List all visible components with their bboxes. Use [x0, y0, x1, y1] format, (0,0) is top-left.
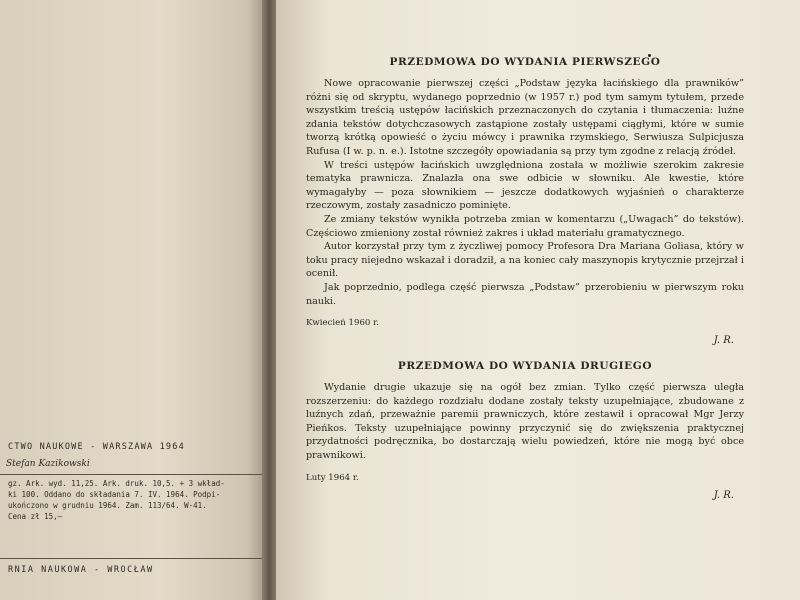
preface-first-heading: PRZEDMOWA DO WYDANIA PIERWSZEGO [389, 56, 661, 68]
print-details-line: ki 100. Oddano do składania 7. IV. 1964. Podpi- [8, 490, 221, 499]
page-text [306, 56, 744, 501]
print-details [8, 478, 225, 522]
paragraph: Ze zmiany tekstów wynikła potrzeba zmian w komentarzu („Uwagach” do tekstów). Częściowo zmieniony został również zakres i układ materiału gramatycznego. [306, 213, 744, 239]
paragraph: Nowe opracowanie pierwszej części „Podstaw języka łacińskiego dla prawników” różni się od skryptu, wydanego poprzednio (w 1957 r.) pod tym samym tytułem, przede wszystkim treścią ustępów łacińskich przeznaczonych do czytania i tłumaczenia: luźne zdania tekstów dotychczasowych zastąpione zostały ustępami ciągłymi, które w sumie tworzą krótką opowieść o życiu mówcy i prawnika rzymskiego, Serwiusza Sulpicjusza Rufusa (I w. p. n. e.). Istotne szczegóły opowiadania są przy tym zgodne z relacją źródeł. [306, 78, 744, 157]
paragraph: Autor korzystał przy tym z życzliwej pomocy Profesora Dra Mariana Goliasa, który w toku pracy niejedno wskazał i doradził, a na koniec cały maszynopis krytycznie przejrzał i ocenił. [306, 241, 744, 280]
preface-second-initials: J. R. [713, 489, 734, 501]
divider [0, 474, 262, 475]
printer-line: RNIA NAUKOWA - WROCŁAW [8, 565, 154, 575]
divider [0, 558, 262, 559]
preface-first [306, 56, 744, 346]
paragraph: W treści ustępów łacińskich uwzględniona została w możliwie szerokim zakresie tematyka prawnicza. Znalazła ona swe odbicie w słowniku. Ale kwestie, które wymagałyby — poza słownikiem — jeszcze dodatkowych wyjaśnień o charakterze rzeczowym, zostały zasadniczo pominięte. [306, 159, 744, 212]
preface-second-date: Luty 1964 r. [306, 472, 359, 483]
preface-second-heading: PRZEDMOWA DO WYDANIA DRUGIEGO [397, 360, 653, 373]
paragraph: Wydanie drugie ukazuje się na ogół bez zmian. Tylko część pierwsza uległa rozszerzeniu: do każdego rozdziału dodane zostały teksty uzupełniające, zbudowane z luźnych zdań, przeważnie paremii prawniczych, które zestawił i opracował Mgr Jerzy Pieńkos. Teksty uzupełniające powinny przyczynić się do zwiększenia praktycznej przydatności podręcznika, bo dostarczają wielu powiedzeń, które nie mogą być obce prawnikowi. [306, 382, 744, 462]
publisher-line: CTWO NAUKOWE - WARSZAWA 1964 [8, 442, 185, 452]
preface-second [306, 360, 744, 501]
paragraph: Jak poprzednio, podlega część pierwsza „Podstaw” przerobieniu w pierwszym roku nauki. [306, 281, 744, 307]
preface-first-initials: J. R. [713, 335, 734, 347]
print-details-line: Cena zł 15,— [8, 512, 63, 521]
preface-first-date: Kwiecień 1960 r. [306, 318, 380, 329]
print-details-line: gz. Ark. wyd. 11,25. Ark. druk. 10,5. + 3 wkład- [8, 479, 225, 488]
designer-credit: Stefan Kazikowski [6, 459, 90, 469]
print-details-line: ukończono w grudniu 1964. Zam. 113/64. W-41. [8, 501, 207, 510]
